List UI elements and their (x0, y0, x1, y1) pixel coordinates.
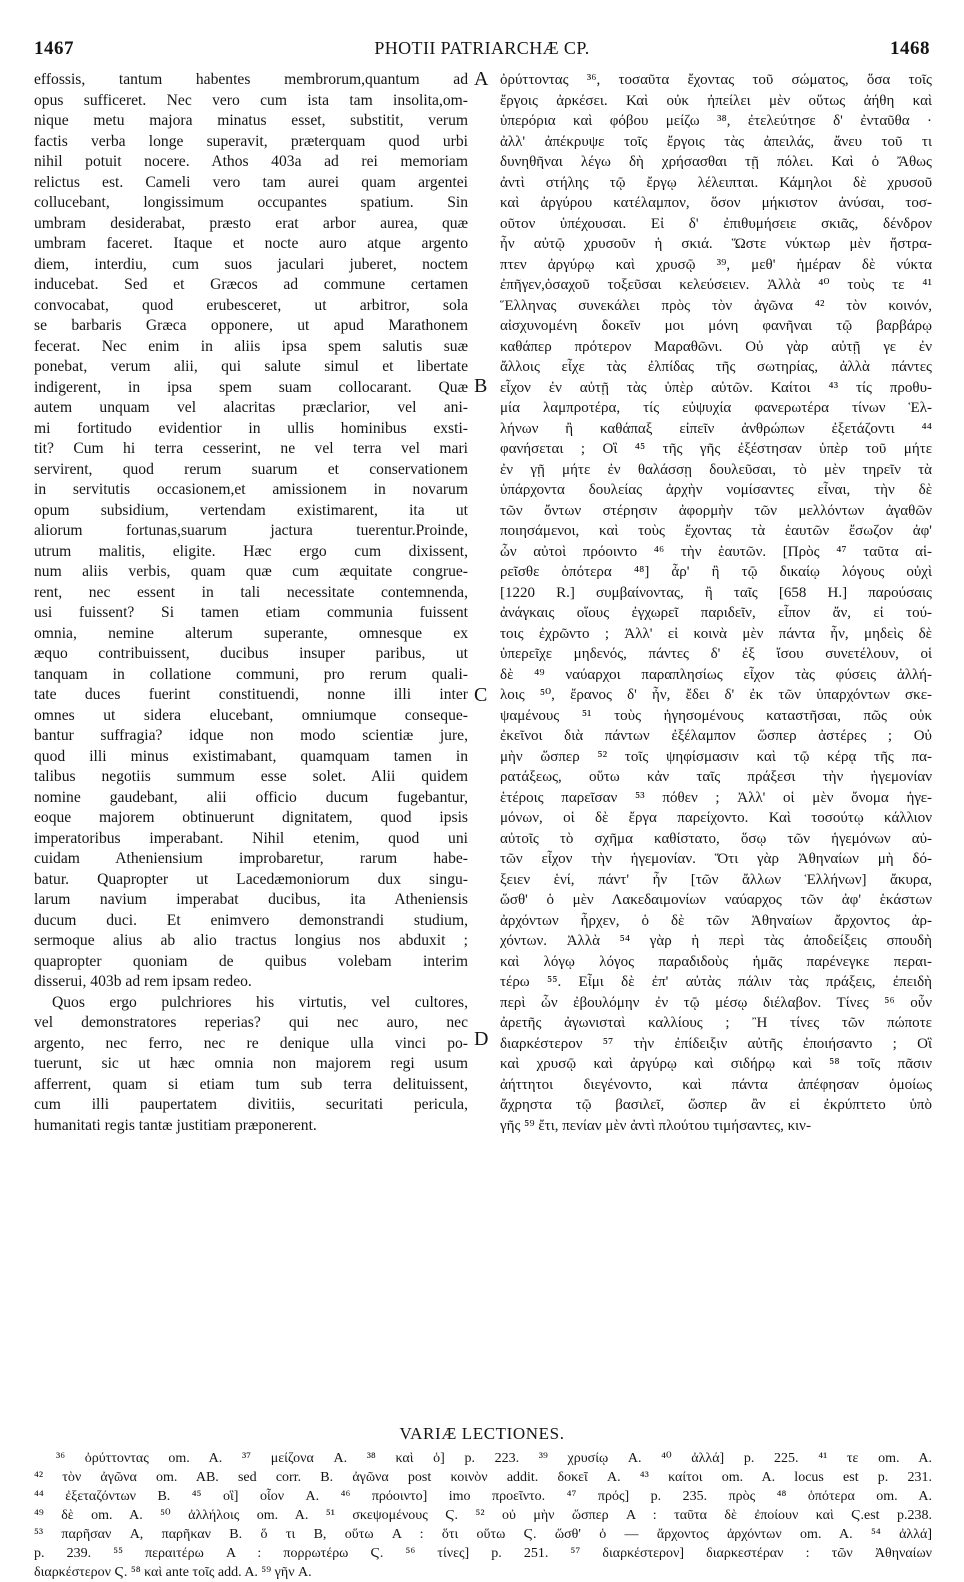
greek-text-line: καὶ ἀργύρου κατέλαμπον, ὅσον μήκιστον ἀνύσαι, τοσ- (500, 195, 932, 211)
greek-text-line: μόνων, οἱ δὲ ἔργα παρείχοντο. Καὶ τοσούτῳ κάλλιον (500, 810, 932, 826)
greek-text-line: ἀήττητοι διεγένοντο, καὶ πάντα ἀπέφησαν ὁμοίως (500, 1076, 932, 1093)
latin-text-line: umbram faceret. Itaque et nocte auro atque argento (34, 235, 468, 252)
greek-text-line: ὀρύττοντας ³⁶, τοσαῦτα ἔχοντας τοῦ σώματος, ὅσα τοῖς (500, 72, 932, 88)
greek-text-line: ἐκεῖνοι διὰ πάντων ἐξέλαμπον ὥσπερ ἀστέρες ; Οὐ (500, 728, 932, 744)
latin-text-line: rent, nec essent in tali necessitate contemnenda, (34, 583, 468, 601)
greek-text-line: τῶν ὄντων στέρησιν ἀφορμὴν τῶν μελλόντων ἀγαθῶν (500, 502, 932, 519)
latin-text-line: nique metu majora minatus esset, substitit, verum (34, 112, 468, 129)
latin-text-line: mi fortitudo evidentior in ullis hominibus exsti- (34, 419, 468, 437)
latin-text-line: imperatoribus imperabant. Nihil etenim, quod uni (34, 829, 468, 847)
latin-text-line: Quos ergo pulchriores his virtutis, vel cultores, (52, 993, 468, 1011)
latin-text-line: factis verba longe superavit, præterquam quod urbi (34, 132, 468, 150)
latin-text-line: argento, nec ferro, nec re denique ulla vinci po- (34, 1034, 468, 1052)
greek-text-line: ἀρχόντων ἦρχεν, ὁ δὲ τῶν Ἀθηναίων ἄρχοντος ἀρ- (500, 912, 932, 929)
latin-text-line: tanquam in collatione communi, pro rerum quali- (34, 665, 468, 683)
variae-lectiones-heading: VARIÆ LECTIONES. (399, 1424, 565, 1443)
greek-text-line: τοις ἐχρῶντο ; Ἀλλ' εἰ κοινὰ μὲν πάντα ἦν, μηδεὶς δὲ (500, 625, 932, 642)
greek-text-line: φανήσεται ; Οἳ ⁴⁵ τῆς γῆς ἐξέστησαν ὑπὲρ τοῦ μήτε (500, 441, 932, 457)
latin-text-line: afferrent, quam si etiam tum sub terra delituissent, (34, 1075, 468, 1093)
latin-text-line: quapropter quoniam de quibus volebam interim (34, 952, 468, 970)
latin-text-line: num aliis verbis, quam quæ cum æquitate congrue- (34, 563, 468, 580)
greek-text-line: ἀντὶ στήλης τῷ ἔργῳ λέλειπται. Κάμηλοι δὲ χρυσοῦ (500, 174, 932, 191)
latin-text-line: convocabat, quod erubesceret, ut arbitror, sola (34, 296, 468, 314)
latin-text-line: sermoque alius ab alio tractus longius nos abduxit ; (34, 932, 468, 949)
latin-text-line: diem, interdiu, cum suos jaculari juberet, noctem (34, 255, 468, 273)
greek-text-line: αὐτοῖς τὸ σχῆμα καθίστατο, ὅσῳ τῶν ἡγεμόνων αὐ- (500, 830, 932, 847)
latin-text-line: eoque majorem obtinuerunt dignitatem, quod ipsis (34, 809, 468, 826)
latin-text-line: bantur suffragia? idque non modo scientiæ jure, (34, 727, 468, 744)
latin-text-line: talibus negotiis summum esse solet. Alii quidem (34, 768, 468, 785)
latin-text-line: effossis, tantum habentes membrorum,quantum ad (34, 71, 468, 88)
greek-column (500, 70, 932, 1136)
greek-text-line: καὶ χρυσῷ καὶ ἀργύρῳ καὶ σιδήρῳ καὶ ⁵⁸ τοῖς πᾶσιν (500, 1056, 932, 1072)
latin-text-line: relictus est. Cameli vero tam aurei quam argentei (34, 173, 468, 191)
greek-text-line: ποιησάμενοι, καὶ τοὺς ἔχοντας τὰ ἑαυτῶν ἔσωζον ἀφ' (500, 523, 932, 539)
greek-text-line: μὴν ὥσπερ ⁵² τοῖς ψηφίσμασιν καὶ τῷ κέρᾳ τῆς πα- (500, 748, 932, 765)
greek-text-line: ἔργοις ἀρκέσει. Καὶ οὐκ ἠπείλει μὲν οὕτως ἀήθη καὶ (500, 92, 932, 109)
greek-text-line: ρατάξεως, οὕτω κἀν ταῖς πράξεσι τὴν ἡγεμονίαν (500, 769, 932, 785)
latin-text-line: nomine gaudebant, alii officio ducum fugebantur, (34, 788, 468, 806)
latin-text-line: inducebat. Sed et Græcos ad commune certamen (34, 276, 468, 293)
greek-text-line: ὑπερόρια καὶ φόβου μείζω ³⁸, ἐτελεύτησε δ' ἐνταῦθα · (500, 113, 932, 129)
latin-text-line: opus sufficeret. Nec vero cum ista tam insolita,om- (34, 91, 468, 109)
latin-text-line: ponebat, verum alii, qui salute simul et libertate (34, 358, 468, 375)
latin-text-line: quod illi minus existimabant, quamquam tamen in (34, 747, 468, 765)
greek-text-line: περὶ ὧν ἐβουλόμην ἐν τῷ μέσῳ διέλαβον. Τίνες ⁵⁶ οὖν (500, 994, 932, 1011)
latin-text-line: aliorum fortunas,suarum jactura tuerentur.Proinde, (34, 522, 468, 539)
left-page-number: 1467 (34, 38, 74, 59)
latin-text-line: usi fuissent? Si tamen etiam communia fuissent (34, 604, 468, 621)
greek-text-line: ρεῖσθε ὁπότερα ⁴⁸] ἆρ' ἢ τῷ δικαίῳ λόγους οὐχὶ (500, 564, 932, 580)
latin-text-line: æquo contribuissent, ducibus insuper paribus, ut (34, 645, 468, 662)
greek-text-line: ἐν γῇ μήτε ἐν θαλάσσῃ δουλεῦσαι, τὸ μὲν τηρεῖν τὰ (500, 461, 932, 478)
latin-text-line: nihil potuit nocere. Athos 403a ad rei memoriam (34, 153, 468, 170)
greek-text-line: ἑτέροις παρεῖσαν ⁵³ πόθεν ; Ἀλλ' οἱ μὲν ὄνομα ἡγε- (500, 789, 932, 806)
latin-text-line: autem unquam vel alacritas præclarior, vel ani- (34, 399, 468, 416)
latin-text-line: humanitati regis tantæ justitiam præponerent. (34, 1116, 317, 1134)
greek-text-line: αἰσχυνομένη δοκεῖν μοι μόνη φανῆναι τῷ βαρβάρῳ (500, 318, 932, 334)
running-title: PHOTII PATRIARCHÆ CP. (374, 38, 590, 58)
latin-text-line: batur. Quapropter ut Lacedæmoniorum dux singu- (34, 870, 468, 888)
note-line: ⁵³ παρῆσαν A, παρῆκαν B. ὅ τι B, οὕτω A : ὅτι οὕτω Ϛ. ὥσθ' ὁ — ἄρχοντος ἀρχόντων om. A. ⁵⁴ ἀλλά] (34, 1527, 932, 1542)
margin-marker-b: B (474, 375, 488, 397)
margin-marker-d: D (474, 1028, 489, 1050)
greek-text-line: οῦτον ὑπέχουσαι. Εἰ δ' ἐπιθυμήσειε σκιᾶς, δένδρον (500, 215, 932, 232)
note-line: διαρκέστερον Ϛ. ⁵⁸ καὶ ante τοῖς add. A. ⁵⁹ γῆν A. (34, 1565, 312, 1580)
latin-text-line: ducum duci. Et enimvero demonstrandi studium, (34, 911, 468, 929)
greek-text-line: ξειεν ἑνί, πάντ' ἦν [τῶν ἄλλων Ἑλλήνων] ἄκυρα, (500, 871, 932, 888)
greek-text-line: ἄχρηστα τῷ βασιλεῖ, ὥσπερ ἂν εἰ ἐκρύπτετο ὑπὸ (500, 1097, 932, 1113)
latin-text-line: tuerunt, sic ut hæc omnia non majorem regi usum (34, 1055, 468, 1072)
latin-text-line: opum subsidium, vertendam existimarent, ita ut (34, 501, 468, 519)
note-line: ⁴⁴ ἐξεταζόντων B. ⁴⁵ οἳ] οἷον A. ⁴⁶ πρόοιντο] imo προεῖντο. ⁴⁷ πρός] p. 235. πρὸς ⁴⁸ ὁπότερα om. A. (34, 1489, 932, 1504)
greek-text-line: Ἕλληνας συνεκάλει πρὸς τὸν ἀγῶνα ⁴² τὸν κοινόν, (500, 297, 932, 314)
greek-text-line: ἀλλ' ἀπέκρυψε τοῖς ἔργοις τὰς ἀπειλάς, ἄνευ τοῦ τι (500, 133, 932, 150)
greek-text-line: καθάπερ πρότερον Μαραθῶνι. Οὐ γὰρ αὐτῇ γε ἐν (500, 338, 932, 355)
latin-text-line: disserui, 403b ad rem ipsam redeo. (34, 973, 252, 990)
greek-text-line: πτεν ἀργύρῳ καὶ χρυσῷ ³⁹, μεθ' ἡμέραν δὲ νύκτα (500, 256, 932, 273)
latin-text-line: tit? Cum hi terra cesserint, ne vel terra vel mari (34, 440, 468, 457)
greek-text-line: δὲ ⁴⁹ ναύαρχοι παραπλησίως εἶχον τὰς φύσεις ἀλλή- (500, 666, 932, 683)
latin-text-line: omnia, nemine alterum superante, omnesque ex (34, 624, 468, 642)
latin-text-line: vel demonstratores reperias? qui nec auro, nec (34, 1014, 468, 1031)
variant-readings-notes (34, 1449, 932, 1582)
greek-text-line: τῶν εἶχον τὴν ἡγεμονίαν. Ὅτι γὰρ Ἀθηναίων μὴ δό- (500, 851, 932, 867)
greek-text-line: ἀνάγκαις οἵους ἐγχωρεῖ παριδεῖν, εἶπον ἄν, εἰ τού- (500, 605, 932, 621)
latin-text-line: se barbaris Græca opponere, ut apud Marathonem (34, 317, 468, 334)
greek-text-line: γῆς ⁵⁹ ἔτι, πενίαν μὲν ἀντὶ πλούτου τιμήσαντες, κιν- (500, 1117, 811, 1134)
greek-text-line: λήνων ἢ καθάπαξ εἰπεῖν ἀνθρώπων ἐξετάζοντι ⁴⁴ (500, 420, 932, 437)
running-header (34, 38, 930, 62)
margin-marker-a: A (474, 68, 489, 90)
greek-text-line: ὥσθ' ὁ μὲν Λακεδαιμονίων ναύαρχος τῶν ἀφ' ἑκάστων (500, 892, 932, 908)
greek-text-line: ὑπερεῖχε μηδενός, πάντες δ' ἐξ ἴσου συνετέλουν, οἱ (500, 646, 932, 662)
greek-text-line: τέρω ⁵⁵. Εἶμι δὲ ἐπ' αὐτὰς πάλιν τὰς πράξεις, ἐπειδὴ (500, 974, 932, 990)
latin-text-line: in servitutis occasionem,et amissionem in novarum (34, 481, 468, 498)
latin-text-line: indigerent, in ipsa spem suam collocarant. Quæ (34, 378, 468, 396)
greek-text-line: διαρκέστερον ⁵⁷ τὴν ἐπίδειξιν αὐτῆς ἐποιήσαντο ; Οἳ (500, 1035, 932, 1052)
note-line: ⁴² τὸν ἀγῶνα om. AB. sed corr. B. ἀγῶνα post κοινὸν addit. δοκεῖ A. ⁴³ καίτοι om. A. locus est p. 231. (34, 1470, 932, 1485)
greek-text-line: ἦν αὐτῷ χρυσοῦν ἡ σκιά. Ὥστε νύκτωρ μὲν ἤστρα- (500, 236, 932, 252)
greek-text-line: λοις ⁵⁰, ἔρανος δ' ἦν, ἔδει δ' ἐκ τῶν ὑπαρχόντων σκε- (500, 687, 932, 703)
latin-text-line: servirent, quod rerum suarum et conservationem (34, 460, 468, 478)
greek-text-line: ἐπῆγεν,ὁσαχοῦ τοξεῦσαι κελεύσειεν. Ἀλλὰ ⁴⁰ τοὺς τε ⁴¹ (500, 277, 932, 293)
greek-text-line: εἶχον ἐν αὐτῇ τὰς ὑπὲρ αὐτῶν. Καίτοι ⁴³ τίς προθυ- (500, 379, 932, 396)
greek-text-line: ἄλλοις εἶχε τὰς ἐλπίδας τῆς σωτηρίας, ἀλλὰ πάντες (500, 359, 932, 375)
latin-text-line: omnes ut sidera elucebant, omniumque conseque- (34, 706, 468, 724)
greek-text-line: ψαμένους ⁵¹ τοὺς ἡγησομένους καταστῆσαι, πῶς οὐκ (500, 707, 932, 724)
greek-text-line: ὑπάρχοντα δουλείας ἀρχὴν νομίσαντες εἶναι, τὴν δὲ (500, 482, 932, 498)
latin-text-line: cum illi paupertatem divitiis, securitati pericula, (34, 1096, 468, 1113)
latin-text-line: tate duces fuerint constituendi, nonne illi inter (34, 686, 468, 703)
latin-column (34, 70, 468, 1136)
right-page-number: 1468 (890, 38, 930, 59)
latin-text-line: collucebant, longissimum occupantes spatium. Sin (34, 194, 468, 211)
greek-text-line: μία λαμπροτέρα, τίς εὐψυχία φανερωτέρα τίνων Ἑλ- (500, 400, 932, 416)
margin-marker-c: C (474, 684, 488, 706)
latin-text-line: umbram desiderabat, præsto erat arbor aurea, quæ (34, 214, 468, 232)
greek-text-line: ὧν αὐτοὶ πρόοιντο ⁴⁶ τὴν ἑαυτῶν. [Πρὸς ⁴⁷ ταῦτα αἱ- (500, 543, 932, 560)
greek-text-line: δυνηθῆναι λέγω δὴ χρήσασθαι τῇ πόλει. Καὶ ὁ Ἄθως (500, 154, 932, 170)
note-line: p. 239. ⁵⁵ περαιτέρω A : πορρωτέρω Ϛ. ⁵⁶ τίνες] p. 251. ⁵⁷ διαρκέστερον] διαρκεστέραν : τῶν Ἀθηναίων (34, 1546, 932, 1561)
note-line: ³⁶ ὀρύττοντας om. A. ³⁷ μείζονα A. ³⁸ καὶ ὁ] p. 223. ³⁹ χρυσίῳ A. ⁴⁰ ἀλλά] p. 225. ⁴¹ τε om. A. (56, 1451, 932, 1466)
greek-text-line: [1220 R.] συμβαίνοντας, ἢ ταῖς [658 H.] παρούσαις (500, 584, 932, 601)
latin-text-line: larum navium imperabat ducibus, ita Atheniensis (34, 891, 468, 908)
latin-text-line: cuidam Atheniensium improbaretur, rarum habe- (34, 850, 468, 867)
greek-text-line: καὶ λόγῳ λόγος παραδιδοὺς ἡμᾶς παρένεγκε περαι- (500, 953, 932, 970)
latin-text-line: utrum malitis, eligite. Hæc ergo cum dixissent, (34, 542, 468, 560)
note-line: ⁴⁹ δὲ om. A. ⁵⁰ ἀλλήλοις om. A. ⁵¹ σκεψομένους Ϛ. ⁵² οὐ μὴν ὥσπερ A : ταῦτα δὲ ἐποίουν καὶ Ϛ.est p.238. (34, 1508, 932, 1523)
greek-text-line: ἀρετῆς ἀγωνισταὶ καλλίους ; Ἢ τίνες τῶν πώποτε (500, 1015, 932, 1031)
greek-text-line: χόντων. Ἀλλὰ ⁵⁴ γὰρ ἡ περὶ τὰς ἀποδείξεις σπουδὴ (500, 933, 932, 949)
latin-text-line: fecerat. Nec enim in aliis ipsa spem salutis suæ (34, 337, 468, 355)
